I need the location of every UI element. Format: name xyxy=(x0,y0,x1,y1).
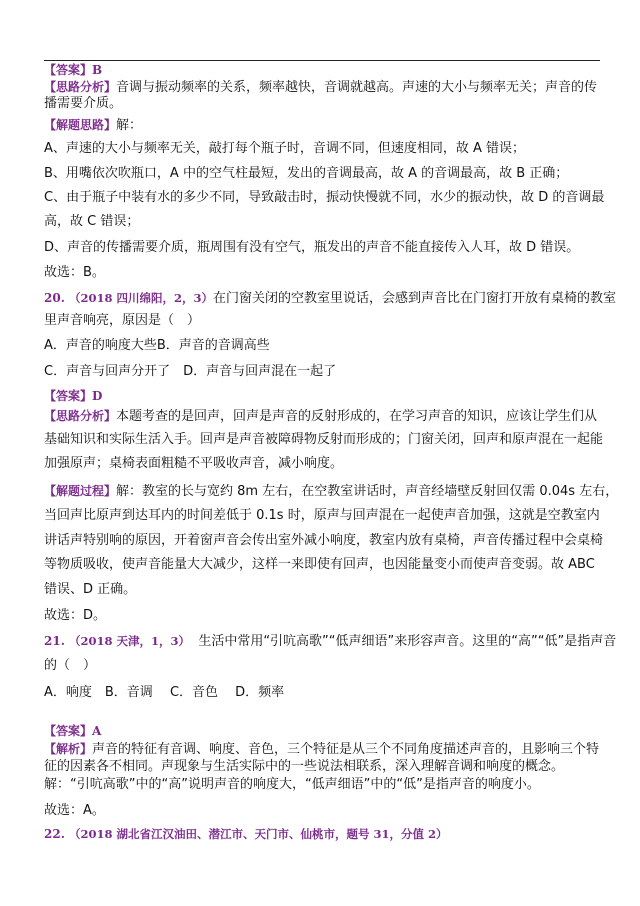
q20-process-cont-4: 错误、D 正确。 xyxy=(44,582,137,597)
question-source: （2018 天津，1，3） xyxy=(69,634,191,648)
question-number: 20. xyxy=(44,291,65,305)
question-number: 22. xyxy=(44,827,65,841)
q20-stem xyxy=(44,290,616,307)
q21-stem xyxy=(44,633,616,650)
q20-process-cont-2: 讲话声特别响的原因，开着窗声音会传出室外减小响度，教室内放有桌椅，声音传播过程中会桌椅 xyxy=(44,533,604,548)
question-number: 21. xyxy=(44,634,65,648)
q22-stem xyxy=(44,826,448,843)
q19-option-b-explain: B、用嘴依次吹瓶口，A 中的空气柱最短，发出的音调最高，故 A 的音调最高，故 B 正确； xyxy=(44,166,569,181)
header-rule xyxy=(44,60,600,61)
q20-options-2: C．声音与回声分开了 D．声音与回声混在一起了 xyxy=(44,364,337,379)
answer-label: 【答案】 xyxy=(44,389,93,403)
analysis-label: 【思路分析】 xyxy=(44,80,117,94)
solution-intro: 解： xyxy=(116,118,143,133)
q20-process-cont-1: 当回声比原声到达耳内的时间差低于 0.1s 时，原声与回声混在一起使声音加强，这就是空教室内 xyxy=(44,508,600,523)
q21-conclusion: 故选：A。 xyxy=(44,803,105,818)
q21-options: A．响度 B．音调 C．音色 D．频率 xyxy=(44,685,285,700)
q19-solution-line xyxy=(44,117,142,134)
question-stem: 在门窗关闭的空教室里说话，会感到声音比在门窗打开放有桌椅的教室 xyxy=(213,291,617,306)
q21-stem-cont: 的（ ） xyxy=(44,658,97,673)
q20-analysis-line xyxy=(44,408,597,425)
q19-option-c-explain-cont: 高，故 C 错误； xyxy=(44,214,140,229)
analysis-label: 【解析】 xyxy=(44,742,93,756)
answer-value: B xyxy=(92,63,103,77)
question-source: （2018 湖北省江汉油田、潜江市、天门市、仙桃市，题号 31，分值 2） xyxy=(69,827,448,841)
q20-process-line xyxy=(44,483,618,500)
answer-label: 【答案】 xyxy=(44,63,93,77)
q20-analysis-cont-2: 加强原声；桌椅表面粗糙不平吸收声音，减小响度。 xyxy=(44,456,344,471)
solution-label: 【解题思路】 xyxy=(44,118,117,132)
q20-process-cont-3: 等物质吸收，使声音能量大大减少，这样一来即使有回声，也因能量变小而使声音变弱。故 ABC xyxy=(44,557,595,572)
q20-answer-line xyxy=(44,388,102,405)
q19-option-a-explain: A、声速的大小与频率无关，敲打每个瓶子时，音调不同，但速度相同，故 A 错误； xyxy=(44,141,526,156)
q21-analysis-cont-2: 解：“引吭高歌”中的“高”说明声音的响度大，“低声细语”中的“低”是指声音的响度小。 xyxy=(44,777,540,792)
q20-analysis-cont-1: 基础知识和实际生活入手。回声是声音被障碍物反射而形成的；门窗关闭，回声和原声混在一起能 xyxy=(44,432,604,447)
process-text: 解：教室的长与宽约 8m 左右，在空教室讲话时，声音经墙壁反射回仅需 0.04s 左右， xyxy=(116,484,619,499)
q19-option-d-explain: D、声音的传播需要介质，瓶周围有没有空气，瓶发出的声音不能直接传入人耳，故 D 错误。 xyxy=(44,240,580,255)
q21-analysis-line xyxy=(44,741,599,758)
q20-conclusion: 故选：D。 xyxy=(44,608,107,623)
q20-options-1: A．声音的响度大些B．声音的音调高些 xyxy=(44,338,270,353)
process-label: 【解题过程】 xyxy=(44,484,117,498)
q19-answer-line xyxy=(44,62,102,79)
answer-value: A xyxy=(92,724,102,738)
q20-stem-cont: 里声音响亮，原因是（ ） xyxy=(44,313,201,328)
q19-option-c-explain: C、由于瓶子中装有水的多少不同，导致敲击时，振动快慢就不同，水少的振动快，故 D 的音调最 xyxy=(44,190,605,205)
question-source: （2018 四川绵阳，2，3） xyxy=(69,291,214,305)
q21-answer-line xyxy=(44,723,101,740)
q19-conclusion: 故选：B。 xyxy=(44,265,105,280)
q19-analysis-cont: 播需要介质。 xyxy=(44,96,123,111)
q21-analysis-cont-1: 征的因素各不相同。声现象与生活实际中的一些说法相联系，深入理解音调和响度的概念。 xyxy=(44,759,565,774)
q19-analysis-line xyxy=(44,79,597,96)
answer-value: D xyxy=(92,389,103,403)
answer-label: 【答案】 xyxy=(44,724,93,738)
analysis-label: 【思路分析】 xyxy=(44,409,117,423)
analysis-text: 本题考查的是回声，回声是声音的反射形成的，在学习声音的知识，应该让学生们从 xyxy=(116,409,598,424)
question-stem: 生活中常用“引吭高歌”“低声细语”来形容声音。这里的“高”“低”是指声音 xyxy=(198,634,617,649)
analysis-text: 音调与振动频率的关系，频率越快，音调就越高。声速的大小与频率无关；声音的传 xyxy=(116,80,598,95)
analysis-text: 声音的特征有音调、响度、音色，三个特征是从三个不同角度描述声音的，且影响三个特 xyxy=(92,742,600,757)
